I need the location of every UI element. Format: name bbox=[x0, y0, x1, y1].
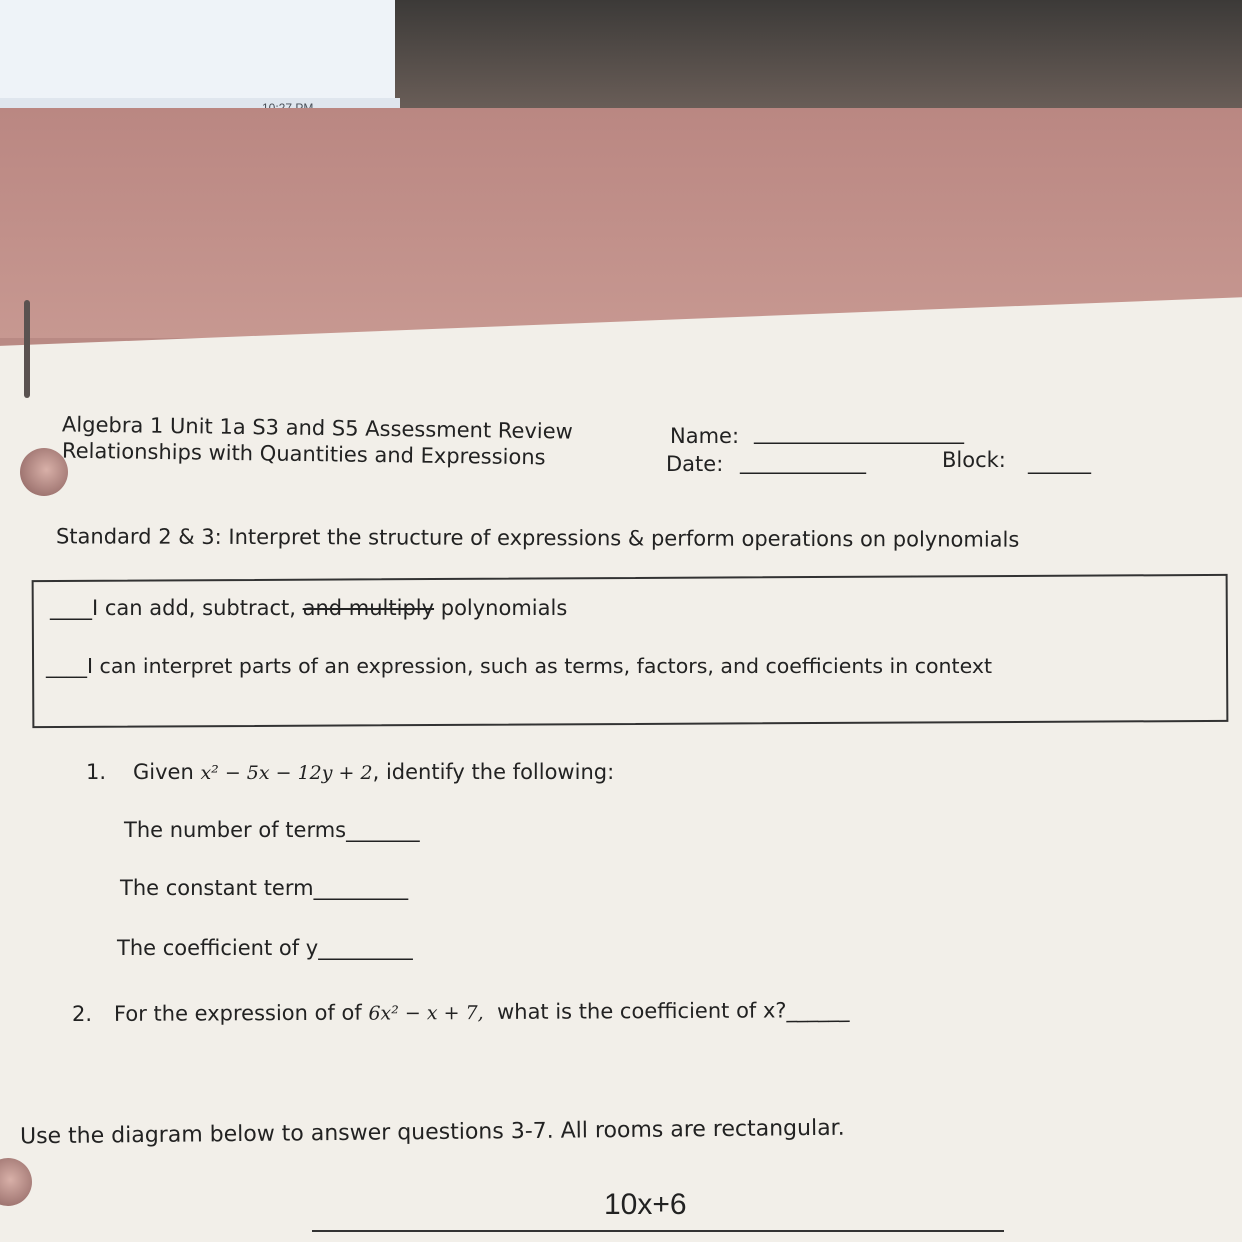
objective-1-blank: ____ bbox=[50, 596, 92, 620]
pink-folder bbox=[0, 108, 1242, 338]
q2-suffix: what is the coefficient of x?______ bbox=[496, 998, 850, 1024]
q1-constant-term: The constant term_________ bbox=[120, 876, 409, 900]
name-blank: ____________________ bbox=[754, 420, 964, 444]
standard-heading: Standard 2 & 3: Interpret the structure of expressions & perform operations on polynomials bbox=[55, 524, 1020, 552]
date-label: Date: bbox=[666, 452, 724, 476]
date-blank: ____________ bbox=[740, 450, 866, 474]
objective-2-text: I can interpret parts of an expression, such as terms, factors, and coefficients in context bbox=[87, 654, 993, 678]
worksheet-subtitle: Relationships with Quantities and Expressions bbox=[61, 438, 546, 470]
objective-1-struck-text: and multiply bbox=[302, 596, 435, 620]
worksheet-title: Algebra 1 Unit 1a S3 and S5 Assessment Review bbox=[61, 412, 573, 444]
q1-prompt bbox=[133, 760, 614, 784]
objective-1-text: I can add, subtract, bbox=[92, 596, 303, 620]
punch-hole bbox=[20, 448, 68, 496]
q1-prefix: Given bbox=[133, 760, 201, 784]
diagram-width-label: 10x+6 bbox=[604, 1188, 687, 1221]
block-blank: ______ bbox=[1028, 450, 1091, 474]
background-shadow bbox=[395, 0, 1242, 110]
objective-1-text-end: polynomials bbox=[434, 596, 568, 620]
q2-expression: 6x² − x + 7, bbox=[368, 1001, 484, 1025]
q1-suffix: , identify the following: bbox=[372, 760, 615, 784]
q1-coefficient-of-y: The coefficient of y_________ bbox=[117, 936, 413, 960]
diagram-instructions: Use the diagram below to answer questions 3-7. All rooms are rectangular. bbox=[19, 1115, 845, 1150]
q2-number: 2. bbox=[72, 1002, 93, 1026]
objective-2 bbox=[46, 654, 992, 678]
q1-number: 1. bbox=[86, 760, 107, 784]
block-label: Block: bbox=[942, 448, 1006, 472]
q1-number-of-terms: The number of terms_______ bbox=[124, 818, 420, 842]
objective-1 bbox=[50, 596, 567, 620]
diagram-top-edge bbox=[312, 1230, 1004, 1232]
objective-2-blank: ____ bbox=[46, 654, 87, 678]
q1-expression: x² − 5x − 12y + 2 bbox=[200, 762, 373, 784]
q2-prefix: For the expression of of bbox=[113, 1000, 369, 1026]
q2-prompt bbox=[114, 998, 850, 1026]
binder-ring bbox=[24, 300, 30, 398]
name-label: Name: bbox=[670, 424, 740, 448]
